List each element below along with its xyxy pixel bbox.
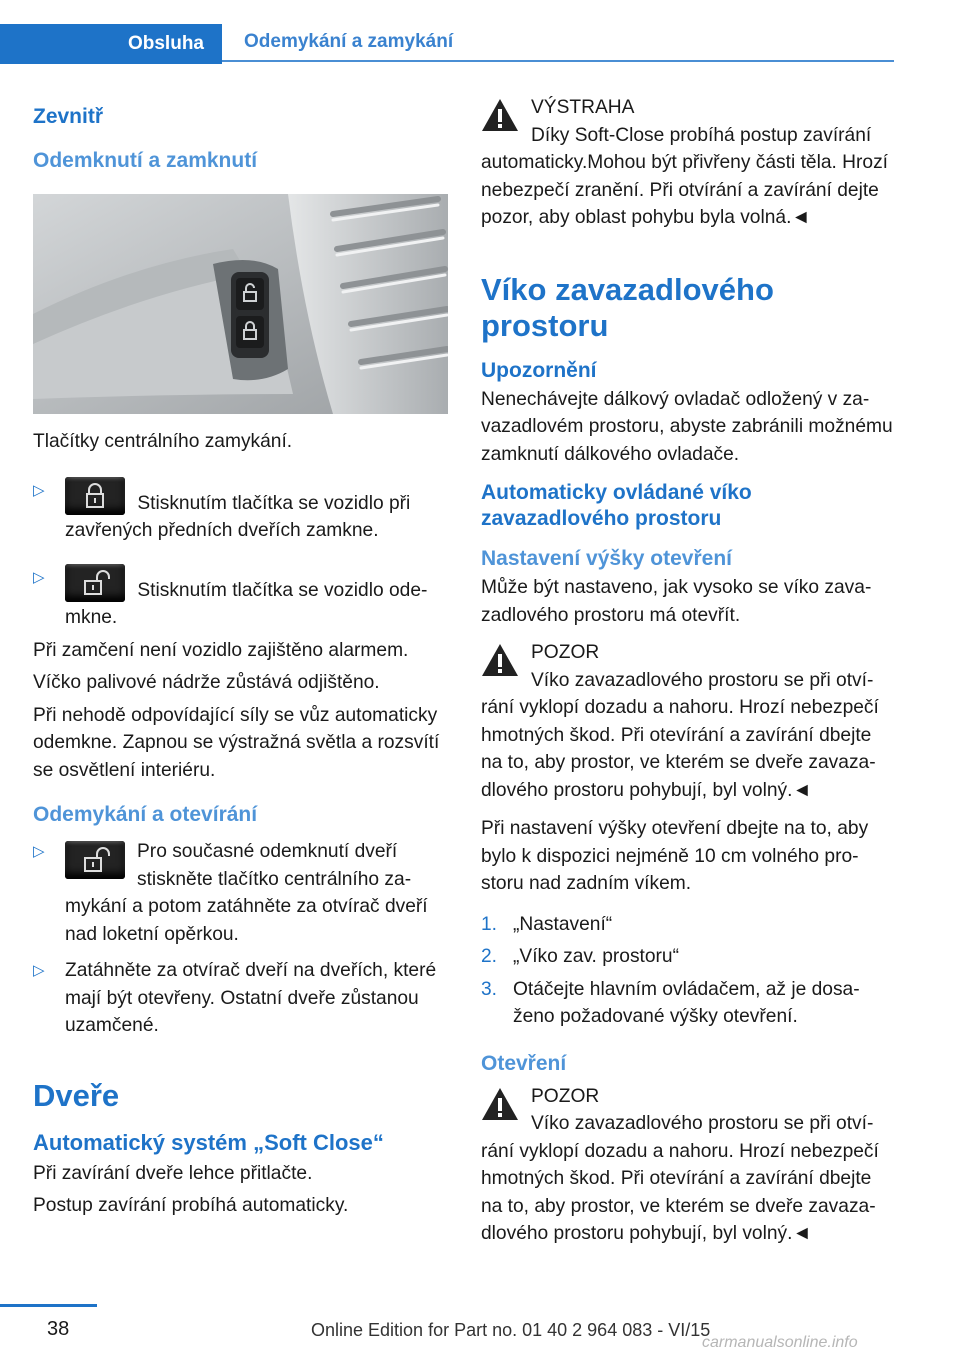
bullet-door-opener <box>33 957 449 1040</box>
heading-odemykani: Odemykání a otevírání <box>33 803 258 826</box>
warning-triangle-icon <box>481 643 519 677</box>
left-column <box>33 94 449 1220</box>
warning-title: POZOR <box>531 1085 600 1107</box>
para-height-hint: Při nastavení výšky otevření dbejte na to, aby bylo k dispozici nejméně 10 cm volného prostoru nad zadním víkem. <box>481 818 869 894</box>
para-press-door: Při zavírání dveře lehce přitlačte. <box>33 1162 313 1184</box>
bullet-central-unlock <box>33 838 449 948</box>
warning-text: Víko zavazadlového prostoru se při otvírání vyklopí dozadu a nahoru. Hrozí nebezpečí hmotných škod. Při otevírání a zavírání dbejte na to, aby prostor, ve kterém se dveře zavazadlového prostoru pohybují, byl volný.◄ <box>481 669 879 801</box>
bullet-lock-text: Stisknutím tlačítka se vozidlo při zavřených předních dveřích zamkne. <box>65 492 411 541</box>
footer-rule <box>0 1304 97 1307</box>
warning-text: Víko zavazadlového prostoru se při otvírání vyklopí dozadu a nahoru. Hrozí nebezpečí hmotných škod. Při otevírání a zavírání dbejte na to, aby prostor, ve kterém se dveře zavazadlového prostoru pohybují, byl volný.◄ <box>481 1113 879 1244</box>
bullet-unlock <box>33 564 449 632</box>
unlock-button-icon <box>65 564 125 602</box>
heading-automaticky: Automaticky ovládané víko zavazadlového prostoru <box>481 481 752 530</box>
bullet-triangle-icon: ▷ <box>33 568 45 586</box>
warning-triangle-icon <box>481 1087 519 1121</box>
door-lock-buttons-photo <box>33 194 448 414</box>
step-item <box>481 911 893 939</box>
warning-soft-close <box>481 94 893 232</box>
bullet-unlock-text: Stisknutím tlačítka se vozidlo odemkne. <box>65 579 428 628</box>
unlock-button-icon <box>65 841 125 879</box>
para-fuel-cap: Víčko palivové nádrže zůstává odjištěno. <box>33 672 380 693</box>
bullet-door-opener-text: Zatáhněte za otvírač dveří na dveřích, které mají být otevřeny. Ostatní dveře zůstanou uzamčené. <box>65 960 437 1036</box>
warning-text: Díky Soft-Close probíhá postup zavírání automaticky.Mohou být přivřeny části těla. Hrozí nebezpečí zranění. Při otvírání a zavírání dejte pozor, aby oblast pohybu byla volná.◄ <box>481 124 889 228</box>
header-tab-section[interactable] <box>222 24 894 62</box>
warning-title: POZOR <box>531 642 600 663</box>
bullet-triangle-icon: ▷ <box>33 843 45 860</box>
step-text: „Nastavení“ <box>513 913 613 935</box>
bullet-triangle-icon: ▷ <box>33 962 45 979</box>
heading-viko: Víko zavazadlového prostoru <box>481 271 774 343</box>
page-number: 38 <box>47 1318 70 1340</box>
footer-edition: Online Edition for Part no. 01 40 2 964 083 - VI/15 <box>311 1320 711 1340</box>
heading-zevnitr: Zevnitř <box>33 105 104 128</box>
para-nastaveni: Může být nastaveno, jak vysoko se víko zavazadlového prostoru má otevřít. <box>481 577 872 626</box>
warning-pozor-1 <box>481 639 893 804</box>
photo-caption: Tlačítky centrálního zamykání. <box>33 431 293 452</box>
header-tab-label: Obsluha <box>127 33 204 54</box>
heading-dvere: Dveře <box>33 1077 120 1113</box>
heading-odemknuti: Odemknutí a zamknutí <box>33 149 258 172</box>
bullet-triangle-icon: ▷ <box>33 481 45 499</box>
steps-list <box>481 911 893 1031</box>
bullet-lock <box>33 477 449 545</box>
watermark: carmanualsonline.info <box>702 1334 858 1351</box>
heading-soft-close: Automatický systém „Soft Close“ <box>33 1129 384 1155</box>
warning-title: VÝSTRAHA <box>531 97 635 118</box>
lock-button-icon <box>65 477 125 515</box>
step-item <box>481 943 893 971</box>
heading-otevreni: Otevření <box>481 1051 567 1075</box>
bullet-central-unlock-text: Pro současné odemknutí dveří stiskněte tlačítko centrálního zamykání a potom zatáhněte za otvírač dveří nad loketní opěrkou. <box>65 841 428 945</box>
warning-pozor-2 <box>481 1083 893 1248</box>
step-number: 2. <box>481 946 498 967</box>
para-closing-auto: Postup zavírání probíhá automaticky. <box>33 1195 349 1216</box>
warning-triangle-icon <box>481 98 519 132</box>
header-tab-obsluha[interactable] <box>0 24 222 64</box>
right-column <box>481 94 893 1248</box>
step-number: 1. <box>481 913 498 935</box>
heading-upozorneni: Upozornění <box>481 358 597 382</box>
para-accident: Při nehodě odpovídající síly se vůz automaticky odemkne. Zapnou se výstražná světla a rozsvítí se osvětlení interiéru. <box>33 704 440 781</box>
header-section-label: Odemykání a zamykání <box>244 31 454 52</box>
para-alarm: Při zamčení není vozidlo zajištěno alarmem. <box>33 639 409 661</box>
heading-nastaveni-vysky: Nastavení výšky otevření <box>481 547 732 570</box>
para-upozorneni: Nenechávejte dálkový ovladač odložený v zavazadlovém prostoru, abyste zabránili možnému zamknutí dálkového ovladače. <box>481 388 893 465</box>
step-item <box>481 976 893 1031</box>
step-text: „Víko zav. prostoru“ <box>513 946 679 967</box>
step-number: 3. <box>481 978 498 1000</box>
step-text: Otáčejte hlavním ovládačem, až je dosaženo požadované výšky otevření. <box>513 978 860 1027</box>
